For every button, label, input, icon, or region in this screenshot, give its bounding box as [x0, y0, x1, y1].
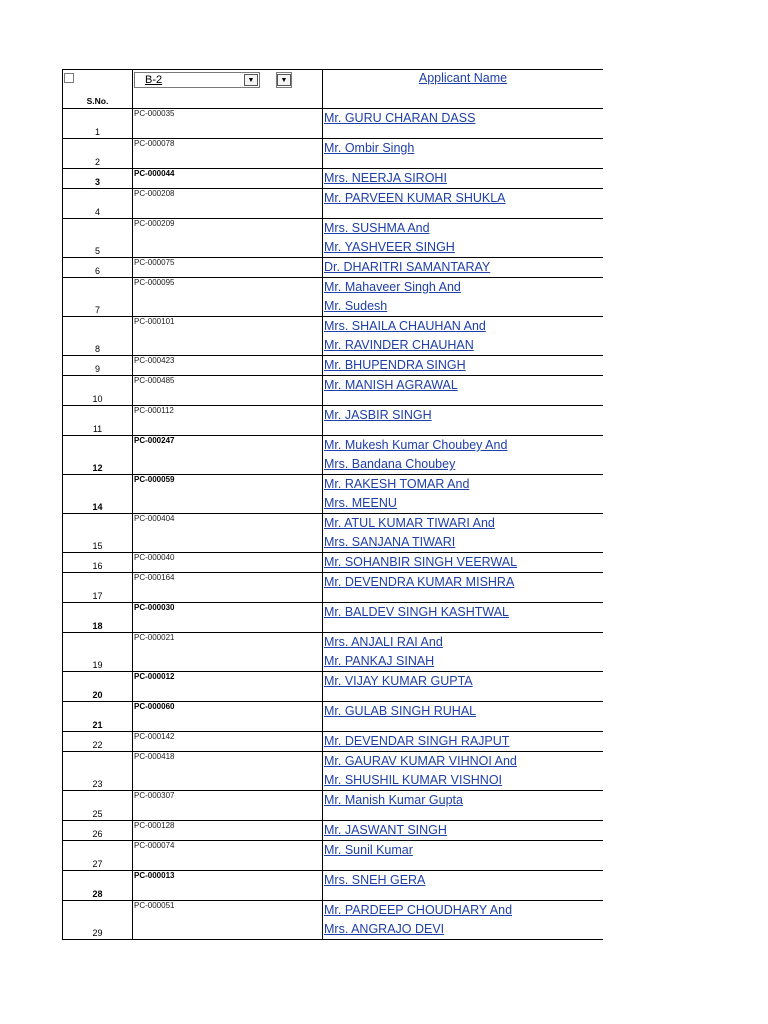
table-row	[63, 475, 604, 514]
code-cell	[133, 573, 323, 603]
code-cell	[133, 603, 323, 633]
sno-cell	[63, 901, 133, 940]
applicant-code: PC-000095	[134, 278, 175, 287]
applicant-code: PC-000051	[134, 901, 175, 910]
name-cell	[323, 901, 604, 940]
serial-number: 29	[92, 928, 103, 938]
sno-header: S.No.	[86, 96, 109, 106]
name-cell	[323, 356, 604, 376]
sno-cell	[63, 189, 133, 219]
applicant-name-link[interactable]: Mr. Ombir Singh	[324, 141, 415, 155]
chevron-down-icon[interactable]: ▼	[277, 74, 291, 86]
serial-number: 18	[92, 621, 103, 631]
applicant-name-link[interactable]: Mr. SOHANBIR SINGH VEERWAL	[324, 555, 518, 569]
applicant-name-link[interactable]: Mrs. ANGRAJO DEVI	[324, 922, 445, 936]
table-row	[63, 258, 604, 278]
name-cell	[323, 169, 604, 189]
code-cell	[133, 376, 323, 406]
code-cell	[133, 317, 323, 356]
sno-cell	[63, 841, 133, 871]
name-cell	[323, 573, 604, 603]
table-row	[63, 752, 604, 791]
header-row	[63, 70, 604, 109]
applicant-code: PC-000035	[134, 109, 175, 118]
code-cell	[133, 752, 323, 791]
applicant-name-link[interactable]: Mr. DEVENDAR SINGH RAJPUT	[324, 734, 510, 748]
code-cell	[133, 356, 323, 376]
table-row	[63, 732, 604, 752]
sno-cell	[63, 633, 133, 672]
table-row	[63, 672, 604, 702]
name-cell	[323, 732, 604, 752]
name-cell	[323, 376, 604, 406]
code-cell	[133, 139, 323, 169]
serial-number: 2	[94, 157, 100, 167]
serial-number: 10	[92, 394, 103, 404]
name-cell	[323, 258, 604, 278]
applicant-name-link[interactable]: Mr. RAVINDER CHAUHAN	[324, 338, 474, 352]
sno-cell	[63, 109, 133, 139]
applicant-name-link[interactable]: Mrs. SUSHMA And	[324, 221, 430, 235]
applicant-name-link[interactable]: Mrs. SHAILA CHAUHAN And	[324, 319, 486, 333]
table-row	[63, 871, 604, 901]
name-cell	[323, 139, 604, 169]
serial-number: 8	[94, 344, 100, 354]
sno-cell	[63, 732, 133, 752]
table-row	[63, 356, 604, 376]
serial-number: 19	[92, 660, 103, 670]
select-all-checkbox[interactable]	[64, 73, 74, 83]
serial-number: 27	[92, 859, 103, 869]
applicant-name-header[interactable]: Applicant Name	[418, 71, 508, 85]
code-cell	[133, 821, 323, 841]
code-cell	[133, 278, 323, 317]
applicant-name-link[interactable]: Mr. SHUSHIL KUMAR VISHNOI	[324, 773, 503, 787]
code-cell	[133, 791, 323, 821]
table-row	[63, 406, 604, 436]
applicant-code: PC-000012	[134, 672, 175, 681]
applicant-name-link[interactable]: Dr. DHARITRI SAMANTARAY	[324, 260, 491, 274]
name-cell	[323, 553, 604, 573]
applicant-name-link[interactable]: Mr. GULAB SINGH RUHAL	[324, 704, 477, 718]
code-cell	[133, 109, 323, 139]
serial-number: 1	[94, 127, 100, 137]
name-cell	[323, 278, 604, 317]
applicant-code: PC-000060	[134, 702, 175, 711]
applicant-code: PC-000013	[134, 871, 175, 880]
sno-cell	[63, 475, 133, 514]
code-cell	[133, 258, 323, 278]
applicant-name-link[interactable]: Mrs. NEERJA SIROHI	[324, 171, 447, 185]
sno-cell	[63, 406, 133, 436]
applicant-code: PC-000021	[134, 633, 175, 642]
applicant-code: PC-000059	[134, 475, 175, 484]
sno-cell	[63, 139, 133, 169]
table-row	[63, 219, 604, 258]
sheet-body	[63, 70, 604, 940]
serial-number: 3	[94, 177, 100, 187]
code-cell	[133, 871, 323, 901]
sno-cell	[63, 356, 133, 376]
code-cell	[133, 514, 323, 553]
serial-number: 5	[94, 246, 100, 256]
applicant-code: PC-000128	[134, 821, 175, 830]
sno-cell	[63, 258, 133, 278]
name-cell	[323, 672, 604, 702]
table-row	[63, 514, 604, 553]
serial-number: 22	[92, 740, 103, 750]
serial-number: 9	[94, 364, 100, 374]
serial-number: 17	[92, 591, 103, 601]
applicant-code: PC-000030	[134, 603, 175, 612]
applicant-code: PC-000423	[134, 356, 175, 365]
applicant-code: PC-000307	[134, 791, 175, 800]
applicant-code: PC-000074	[134, 841, 175, 850]
applicant-name-link[interactable]: Mr. RAKESH TOMAR And	[324, 477, 470, 491]
code-cell	[133, 633, 323, 672]
table-row	[63, 376, 604, 406]
serial-number: 20	[92, 690, 103, 700]
applicant-name-link[interactable]: Mr. ATUL KUMAR TIWARI And	[324, 516, 495, 530]
applicant-name-link[interactable]: Mr. PARVEEN KUMAR SHUKLA	[324, 191, 506, 205]
name-cell	[323, 871, 604, 901]
sno-cell	[63, 436, 133, 475]
filter-header-cell	[133, 70, 323, 109]
applicant-name-link[interactable]: Mr. PANKAJ SINAH	[324, 654, 435, 668]
table-row	[63, 317, 604, 356]
table-row	[63, 821, 604, 841]
applicant-name-link[interactable]: Mr. PARDEEP CHOUDHARY And	[324, 903, 513, 917]
applicant-code: PC-000078	[134, 139, 175, 148]
applicant-name-link[interactable]: Mr. BALDEV SINGH KASHTWAL	[324, 605, 509, 619]
applicant-name-link[interactable]: Mr. Mukesh Kumar Choubey And	[324, 438, 508, 452]
applicant-code: PC-000485	[134, 376, 175, 385]
applicant-code: PC-000247	[134, 436, 175, 445]
applicant-code: PC-000208	[134, 189, 175, 198]
code-cell	[133, 553, 323, 573]
sno-cell	[63, 672, 133, 702]
sno-cell	[63, 871, 133, 901]
serial-number: 26	[92, 829, 103, 839]
chevron-down-icon[interactable]: ▼	[244, 74, 258, 86]
name-cell	[323, 633, 604, 672]
applicant-name-link[interactable]: Mr. GAURAV KUMAR VIHNOI And	[324, 754, 517, 768]
serial-number: 7	[94, 305, 100, 315]
code-cell	[133, 219, 323, 258]
serial-number: 6	[94, 266, 100, 276]
name-cell	[323, 841, 604, 871]
code-cell	[133, 841, 323, 871]
table-row	[63, 139, 604, 169]
applicant-name-link[interactable]: Mr. Mahaveer Singh And	[324, 280, 461, 294]
name-cell	[323, 821, 604, 841]
sno-cell	[63, 376, 133, 406]
table-row	[63, 109, 604, 139]
applicant-name-link[interactable]: Mr. YASHVEER SINGH	[324, 240, 455, 254]
serial-number: 16	[92, 561, 103, 571]
name-cell	[323, 406, 604, 436]
name-cell	[323, 514, 604, 553]
code-cell	[133, 406, 323, 436]
applicant-name-link[interactable]: Mr. Sunil Kumar	[324, 843, 413, 857]
code-cell	[133, 169, 323, 189]
applicant-name-link[interactable]: Mr. Sudesh	[324, 299, 388, 313]
applicant-sheet	[62, 69, 603, 940]
applicant-code: PC-000209	[134, 219, 175, 228]
name-cell	[323, 317, 604, 356]
code-cell	[133, 672, 323, 702]
name-cell	[323, 109, 604, 139]
table-row	[63, 841, 604, 871]
applicant-name-link[interactable]: Mr. JASBIR SINGH	[324, 408, 432, 422]
name-cell	[323, 189, 604, 219]
serial-number: 21	[92, 720, 103, 730]
applicant-name-link[interactable]: Mr. JASWANT SINGH	[324, 823, 447, 837]
code-cell	[133, 475, 323, 514]
sno-cell	[63, 278, 133, 317]
applicant-name-link[interactable]: Mrs. ANJALI RAI And	[324, 635, 443, 649]
sno-cell	[63, 821, 133, 841]
applicant-code: PC-000418	[134, 752, 175, 761]
applicant-name-link[interactable]: Mrs. Bandana Choubey	[324, 457, 456, 471]
table-row	[63, 603, 604, 633]
serial-number: 14	[92, 502, 103, 512]
code-cell	[133, 732, 323, 752]
applicant-name-link[interactable]: Mr. DEVENDRA KUMAR MISHRA	[324, 575, 515, 589]
sno-cell	[63, 702, 133, 732]
sno-cell	[63, 317, 133, 356]
sno-header-cell	[63, 70, 133, 109]
applicant-code: PC-000404	[134, 514, 175, 523]
serial-number: 11	[92, 424, 103, 434]
applicant-name-link[interactable]: Mrs. MEENU	[324, 496, 397, 510]
sno-cell	[63, 219, 133, 258]
table-row	[63, 553, 604, 573]
table-row	[63, 573, 604, 603]
table-row	[63, 169, 604, 189]
table-row	[63, 189, 604, 219]
sno-cell	[63, 791, 133, 821]
name-cell	[323, 219, 604, 258]
table-row	[63, 901, 604, 940]
applicant-code: PC-000164	[134, 573, 175, 582]
applicant-code: PC-000075	[134, 258, 175, 267]
table-row	[63, 436, 604, 475]
applicant-name-link[interactable]: Mrs. SANJANA TIWARI	[324, 535, 456, 549]
sno-cell	[63, 514, 133, 553]
name-cell	[323, 752, 604, 791]
block-filter-dropdown[interactable]	[134, 72, 260, 88]
name-cell	[323, 791, 604, 821]
sno-cell	[63, 169, 133, 189]
table-row	[63, 702, 604, 732]
applicant-name-link[interactable]: Mrs. SNEH GERA	[324, 873, 426, 887]
name-cell	[323, 475, 604, 514]
applicant-name-link[interactable]: Mr. Manish Kumar Gupta	[324, 793, 463, 807]
table-row	[63, 278, 604, 317]
applicant-name-link[interactable]: Mr. GURU CHARAN DASS	[324, 111, 476, 125]
applicant-code: PC-000101	[134, 317, 175, 326]
serial-number: 28	[92, 889, 103, 899]
sno-cell	[63, 603, 133, 633]
autofilter-dropdown[interactable]	[276, 72, 292, 88]
applicant-code: PC-000040	[134, 553, 175, 562]
applicant-name-link[interactable]: Mr. MANISH AGRAWAL	[324, 378, 458, 392]
name-cell	[323, 603, 604, 633]
serial-number: 25	[92, 809, 103, 819]
table-row	[63, 791, 604, 821]
code-cell	[133, 901, 323, 940]
serial-number: 12	[92, 463, 103, 473]
block-filter-value: B-2	[145, 74, 163, 86]
applicant-code: PC-000112	[134, 406, 174, 415]
applicant-name-link[interactable]: Mr. BHUPENDRA SINGH	[324, 358, 466, 372]
sno-cell	[63, 573, 133, 603]
name-cell	[323, 702, 604, 732]
serial-number: 4	[94, 207, 100, 217]
sno-cell	[63, 553, 133, 573]
applicant-code: PC-000044	[134, 169, 175, 178]
code-cell	[133, 702, 323, 732]
table-row	[63, 633, 604, 672]
code-cell	[133, 189, 323, 219]
serial-number: 15	[92, 541, 103, 551]
applicant-code: PC-000142	[134, 732, 175, 741]
sno-cell	[63, 752, 133, 791]
applicant-header-cell	[323, 70, 604, 109]
serial-number: 23	[92, 779, 103, 789]
name-cell	[323, 436, 604, 475]
code-cell	[133, 436, 323, 475]
applicant-name-link[interactable]: Mr. VIJAY KUMAR GUPTA	[324, 674, 473, 688]
